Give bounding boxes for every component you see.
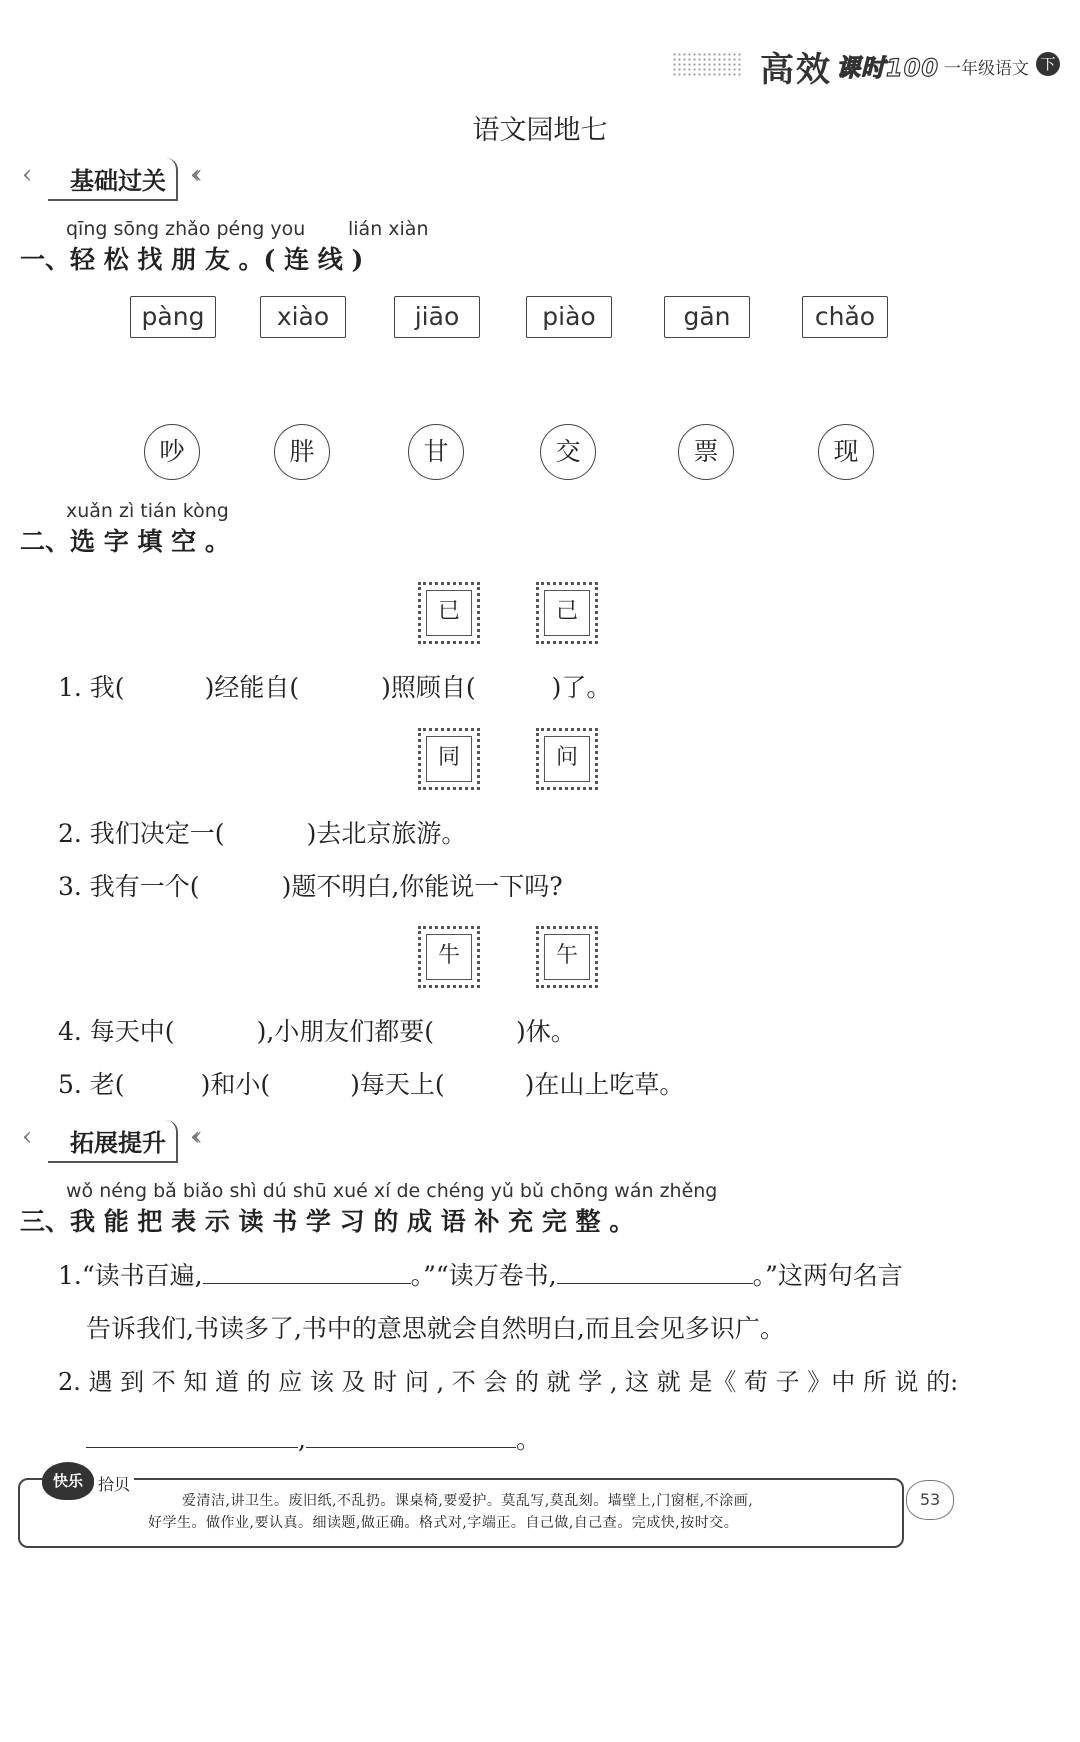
footer-text-line-2: 好学生。做作业,要认真。细读题,做正确。格式对,字端正。自己做,自己查。完成快,按时交。 <box>148 1515 739 1531</box>
sentence-text: )照顾自( <box>381 673 476 702</box>
character-circle[interactable]: 现 <box>818 424 874 480</box>
character-circle[interactable]: 胖 <box>274 424 330 480</box>
q2-title: 二、选 字 填 空 。 <box>20 527 230 556</box>
answer-blank[interactable] <box>203 1261 411 1284</box>
sentence-text: 1. 我( <box>58 673 125 702</box>
double-chevron-left-icon: ‹‹ <box>190 1122 195 1152</box>
char-choice-box: 牛 <box>418 926 480 988</box>
q3-sentence-2: 2. 遇 到 不 知 道 的 应 该 及 时 问 , 不 会 的 就 学 , 这 就 是《 荀 子 》中 所 说 的: <box>58 1368 959 1396</box>
q1-pinyin-2: lián xiàn <box>348 218 429 240</box>
footer-logo: 快乐 <box>42 1462 94 1500</box>
sentence-text: 4. 每天中( <box>58 1017 175 1046</box>
brand-series: 课时100 <box>836 54 940 82</box>
pinyin-box[interactable]: chǎo <box>802 296 888 338</box>
sentence-text: )休。 <box>516 1017 576 1046</box>
sentence-text: )在山上吃草。 <box>524 1070 685 1099</box>
q2-sentence-5 <box>58 1065 684 1101</box>
answer-blank[interactable] <box>557 1261 753 1284</box>
page-title: 语文园地七 <box>472 115 608 146</box>
sentence-text: )去北京旅游。 <box>306 819 467 848</box>
chevron-left-icon: ‹ <box>22 160 33 190</box>
brand-grade: 一年级语文 <box>944 59 1029 79</box>
char-choice-box: 问 <box>536 728 598 790</box>
character-circle[interactable]: 吵 <box>144 424 200 480</box>
char-choice-box: 己 <box>536 582 598 644</box>
q1-pinyin: qīng sōng zhǎo péng you <box>66 218 306 240</box>
q3-pinyin: wǒ néng bǎ biǎo shì dú shū xué xí de chéng yǔ bǔ chōng wán zhěng <box>66 1180 718 1202</box>
sentence-text: 。”“读万卷书, <box>410 1261 557 1290</box>
q3-sentence-1-continued: 告诉我们,书读多了,书中的意思就会自然明白,而且会见多识广。 <box>86 1314 785 1343</box>
q2-sentence-4 <box>58 1012 576 1048</box>
char-choice-box: 已 <box>418 582 480 644</box>
volume-badge: 下 <box>1036 52 1060 76</box>
double-chevron-left-icon: ‹‹ <box>190 160 195 190</box>
q2-sentence-2 <box>58 814 466 850</box>
sentence-text: 。 <box>515 1425 541 1454</box>
char-choice-box: 同 <box>418 728 480 790</box>
pinyin-box[interactable]: jiāo <box>394 296 480 338</box>
sentence-text: 5. 老( <box>58 1070 125 1099</box>
q2-pinyin: xuǎn zì tián kòng <box>66 500 229 522</box>
q1-title: 一、轻 松 找 朋 友 。( 连 线 ) <box>20 245 364 274</box>
sentence-text: 3. 我有一个( <box>58 872 200 901</box>
pinyin-box[interactable]: piào <box>526 296 612 338</box>
sentence-text: ),小朋友们都要( <box>256 1017 435 1046</box>
brand-main: 高效 <box>760 50 832 90</box>
sentence-text: 1.“读书百遍, <box>58 1261 203 1290</box>
sentence-text: , <box>298 1425 306 1454</box>
character-circle[interactable]: 甘 <box>408 424 464 480</box>
q3-sentence-1 <box>58 1256 903 1292</box>
char-choice-box: 午 <box>536 926 598 988</box>
chevron-left-icon: ‹ <box>22 1122 33 1152</box>
q2-sentence-1 <box>58 668 611 704</box>
answer-blank[interactable] <box>306 1425 516 1448</box>
page-number: 53 <box>906 1480 954 1520</box>
character-circle[interactable]: 交 <box>540 424 596 480</box>
sentence-text: )每天上( <box>350 1070 445 1099</box>
sentence-text: )经能自( <box>204 673 300 702</box>
character-circle[interactable]: 票 <box>678 424 734 480</box>
section-banner-advanced <box>18 1118 218 1158</box>
q2-sentence-3 <box>58 867 563 903</box>
pinyin-box[interactable]: xiào <box>260 296 346 338</box>
pinyin-box[interactable]: pàng <box>130 296 216 338</box>
brand-dots-decoration <box>672 52 742 76</box>
answer-blank[interactable] <box>86 1425 298 1448</box>
footer-logo-subtitle: 拾贝 <box>94 1472 134 1495</box>
sentence-text: )题不明白,你能说一下吗? <box>281 872 563 901</box>
section-banner-label: 拓展提升 <box>48 1120 178 1163</box>
section-banner-label: 基础过关 <box>48 158 178 201</box>
sentence-text: 2. 我们决定一( <box>58 819 225 848</box>
sentence-text: )和小( <box>200 1070 271 1099</box>
footer-text-line-1: 爱清洁,讲卫生。废旧纸,不乱扔。课桌椅,要爱护。莫乱写,莫乱刻。墙壁上,门窗框,不涂画, <box>182 1493 754 1509</box>
sentence-text: )了。 <box>551 673 612 702</box>
section-banner-basic <box>18 156 218 196</box>
q3-sentence-2-answer <box>86 1420 541 1456</box>
sentence-text: 。”这两句名言 <box>752 1261 903 1290</box>
q3-title: 三、我 能 把 表 示 读 书 学 习 的 成 语 补 充 完 整 。 <box>20 1207 635 1236</box>
pinyin-box[interactable]: gān <box>664 296 750 338</box>
